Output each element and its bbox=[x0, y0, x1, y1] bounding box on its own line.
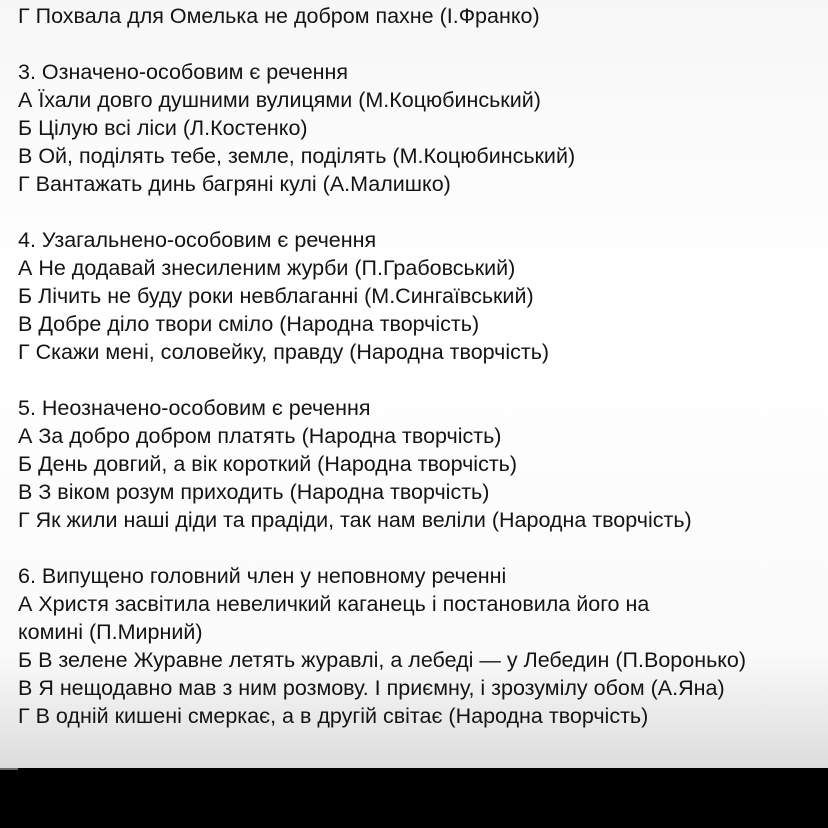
text-line: 6. Випущено головний член у неповному реченні bbox=[18, 564, 507, 588]
text-line: Г В одній кишені смеркає, а в другій світає (Народна творчість) bbox=[18, 704, 649, 728]
text-line: Б Лічить не буду роки невблаганні (М.Сингаївський) bbox=[18, 284, 534, 308]
text-line: Г Похвала для Омелька не добром пахне (І.Франко) bbox=[18, 4, 540, 28]
text-line: А Їхали довго душними вулицями (М.Коцюбинський) bbox=[18, 88, 541, 112]
blank-line bbox=[18, 366, 828, 394]
document-text bbox=[18, 2, 828, 730]
text-line: А Христя засвітила невеличкий каганець і постановила його на bbox=[18, 592, 650, 616]
text-line: В Добре діло твори сміло (Народна творчість) bbox=[18, 312, 480, 336]
text-line: В З віком розум приходить (Народна творчість) bbox=[18, 480, 490, 504]
text-line: Г Вантажать динь багряні кулі (А.Малишко) bbox=[18, 172, 451, 196]
text-line: 3. Означено-особовим є речення bbox=[18, 60, 349, 84]
blank-line bbox=[18, 534, 828, 562]
text-line: комині (П.Мирний) bbox=[18, 620, 203, 644]
blank-line bbox=[18, 198, 828, 226]
text-line: Б В зелене Журавне летять журавлі, а лебеді — у Лебедин (П.Воронько) bbox=[18, 648, 747, 672]
text-line: Б День довгий, а вік короткий (Народна творчість) bbox=[18, 452, 518, 476]
text-line: В Ой, поділять тебе, земле, поділять (М.Коцюбинський) bbox=[18, 144, 576, 168]
text-line: Б Цілую всі ліси (Л.Костенко) bbox=[18, 116, 308, 140]
text-line: А За добро добром платять (Народна творчість) bbox=[18, 424, 502, 448]
blank-line bbox=[18, 30, 828, 58]
text-line: Г Як жили наші діди та прадіди, так нам веліли (Народна творчість) bbox=[18, 508, 692, 532]
text-line: В Я нещодавно мав з ним розмову. І приємну, і зрозумілу обом (А.Яна) bbox=[18, 676, 725, 700]
black-bottom-bar bbox=[0, 768, 828, 828]
text-line: 4. Узагальнено-особовим є речення bbox=[18, 228, 377, 252]
text-line: Г Скажи мені, соловейку, правду (Народна творчість) bbox=[18, 340, 550, 364]
bar-edge-mark bbox=[0, 768, 18, 770]
text-line: 5. Неозначено-особовим є речення bbox=[18, 396, 371, 420]
text-line: А Не додавай знесиленим журби (П.Грабовський) bbox=[18, 256, 516, 280]
